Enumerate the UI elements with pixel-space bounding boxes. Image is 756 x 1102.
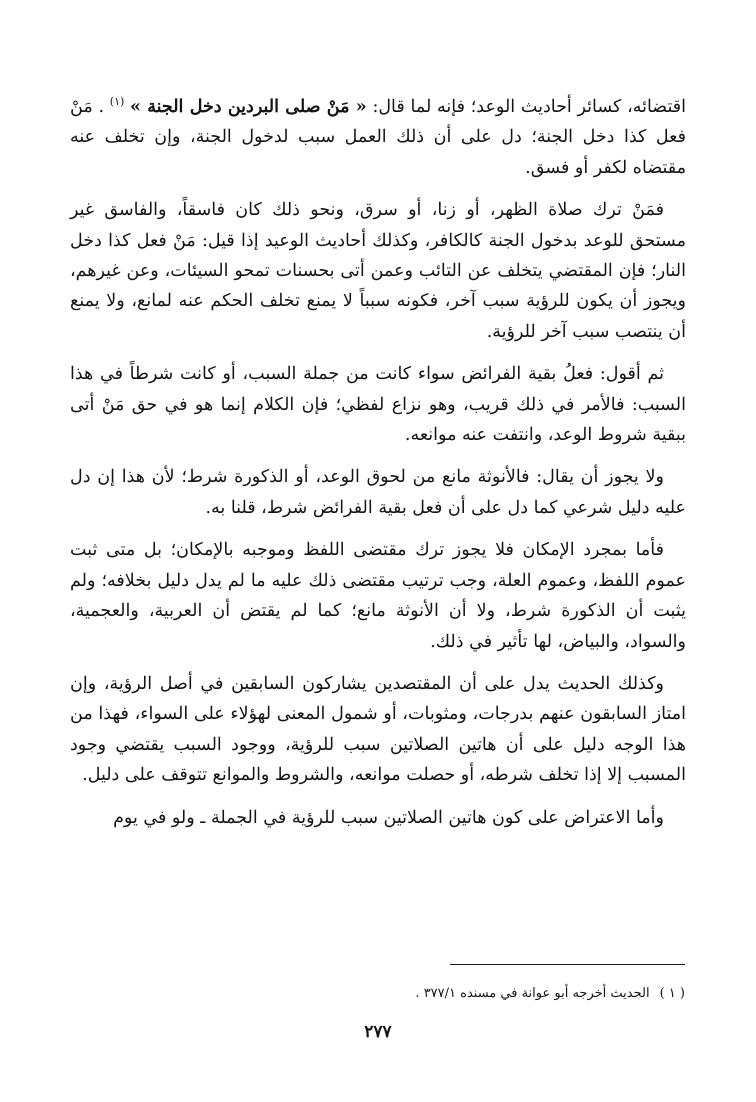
paragraph-1 <box>70 92 686 183</box>
page-number: ٢٧٧ <box>364 1022 392 1042</box>
paragraph-2: فمَنْ ترك صلاة الظهر، أو زنا، أو سرق، ونحو ذلك كان فاسقاً، والفاسق غير مستحق للوعد بدخول الجنة كالكافر، وكذلك أحاديث الوعيد إذا قيل: مَنْ فعل كذا دخل النار؛ فإن المقتضي يتخلف عن التائب وعمن أتى بحسنات تمحو السيئات، وعن غيرهم، ويجوز أن يكون للرؤية سبب آخر، فكونه سبباً لا يمنع تخلف الحكم عنه لمانع، ولا يمنع أن ينتصب سبب آخر للرؤية. <box>70 200 686 342</box>
main-text <box>70 92 686 845</box>
paragraph-4: ولا يجوز أن يقال: فالأنوثة مانع من لحوق الوعد، أو الذكورة شرط؛ لأن هذا إن دل عليه دليل شرعي كما دل على أن فعل بقية الفرائض شرط، قلنا به. <box>70 467 686 518</box>
paragraph-3: ثم أقول: فعلُ بقية الفرائض سواء كانت من جملة السبب، أو كانت شرطاً في هذا السبب: فالأمر في ذلك قريب، وهو نزاع لفظي؛ فإن الكلام إنما هو في حق مَنْ أتى ببقية شروط الوعد، وانتفت عنه موانعه. <box>70 364 686 446</box>
footnote-divider <box>450 964 685 965</box>
footnote <box>300 984 685 1004</box>
paragraph-1-lead: اقتضائه، كسائر أحاديث الوعد؛ فإنه لما قال: <box>366 97 686 117</box>
paragraph-1-rest: . مَنْ فعل كذا دخل الجنة؛ دل على أن ذلك العمل سبب لدخول الجنة، وإن تخلف عنه مقتضاه لكفر أو فسق. <box>70 97 686 178</box>
paragraph-6: وكذلك الحديث يدل على أن المقتصدين يشاركون السابقين في أصل الرؤية، وإن امتاز السابقون عنهم بدرجات، ومثوبات، أو شمول المعنى لهؤلاء على السواء، فهذا من هذا الوجه دليل على أن هاتين الصلاتين سبب للرؤية، ووجود السبب يقتضي وجود المسبب إلا إذا تخلف شرطه، أو حصلت موانعه، والشروط والموانع تتوقف على دليل. <box>70 673 686 786</box>
paragraph-5: فأما بمجرد الإمكان فلا يجوز ترك مقتضى اللفظ وموجبه بالإمكان؛ بل متى ثبت عموم اللفظ، وعموم العلة، وجب ترتيب مقتضى ذلك عليه ما لم يدل دليل بخلافه؛ ولم يثبت أن الذكورة شرط، ولا أن الأنوثة مانع؛ كما لم يقتض أن العربية، والعجمية، والسواد، والبياض، لها تأثير في ذلك. <box>70 540 686 652</box>
hadith-quote: « مَنْ صلى البردين دخل الجنة » <box>130 97 367 117</box>
footnote-reference: (١) <box>109 95 125 109</box>
footnote-number: ( ١ ) <box>659 986 685 1001</box>
paragraph-7: وأما الاعتراض على كون هاتين الصلاتين سبب للرؤية في الجملة ـ ولو في يوم <box>113 807 664 828</box>
footnote-text: الحديث أخرجه أبو عوانة في مسنده ٣٧٧/١ . <box>415 986 650 1001</box>
